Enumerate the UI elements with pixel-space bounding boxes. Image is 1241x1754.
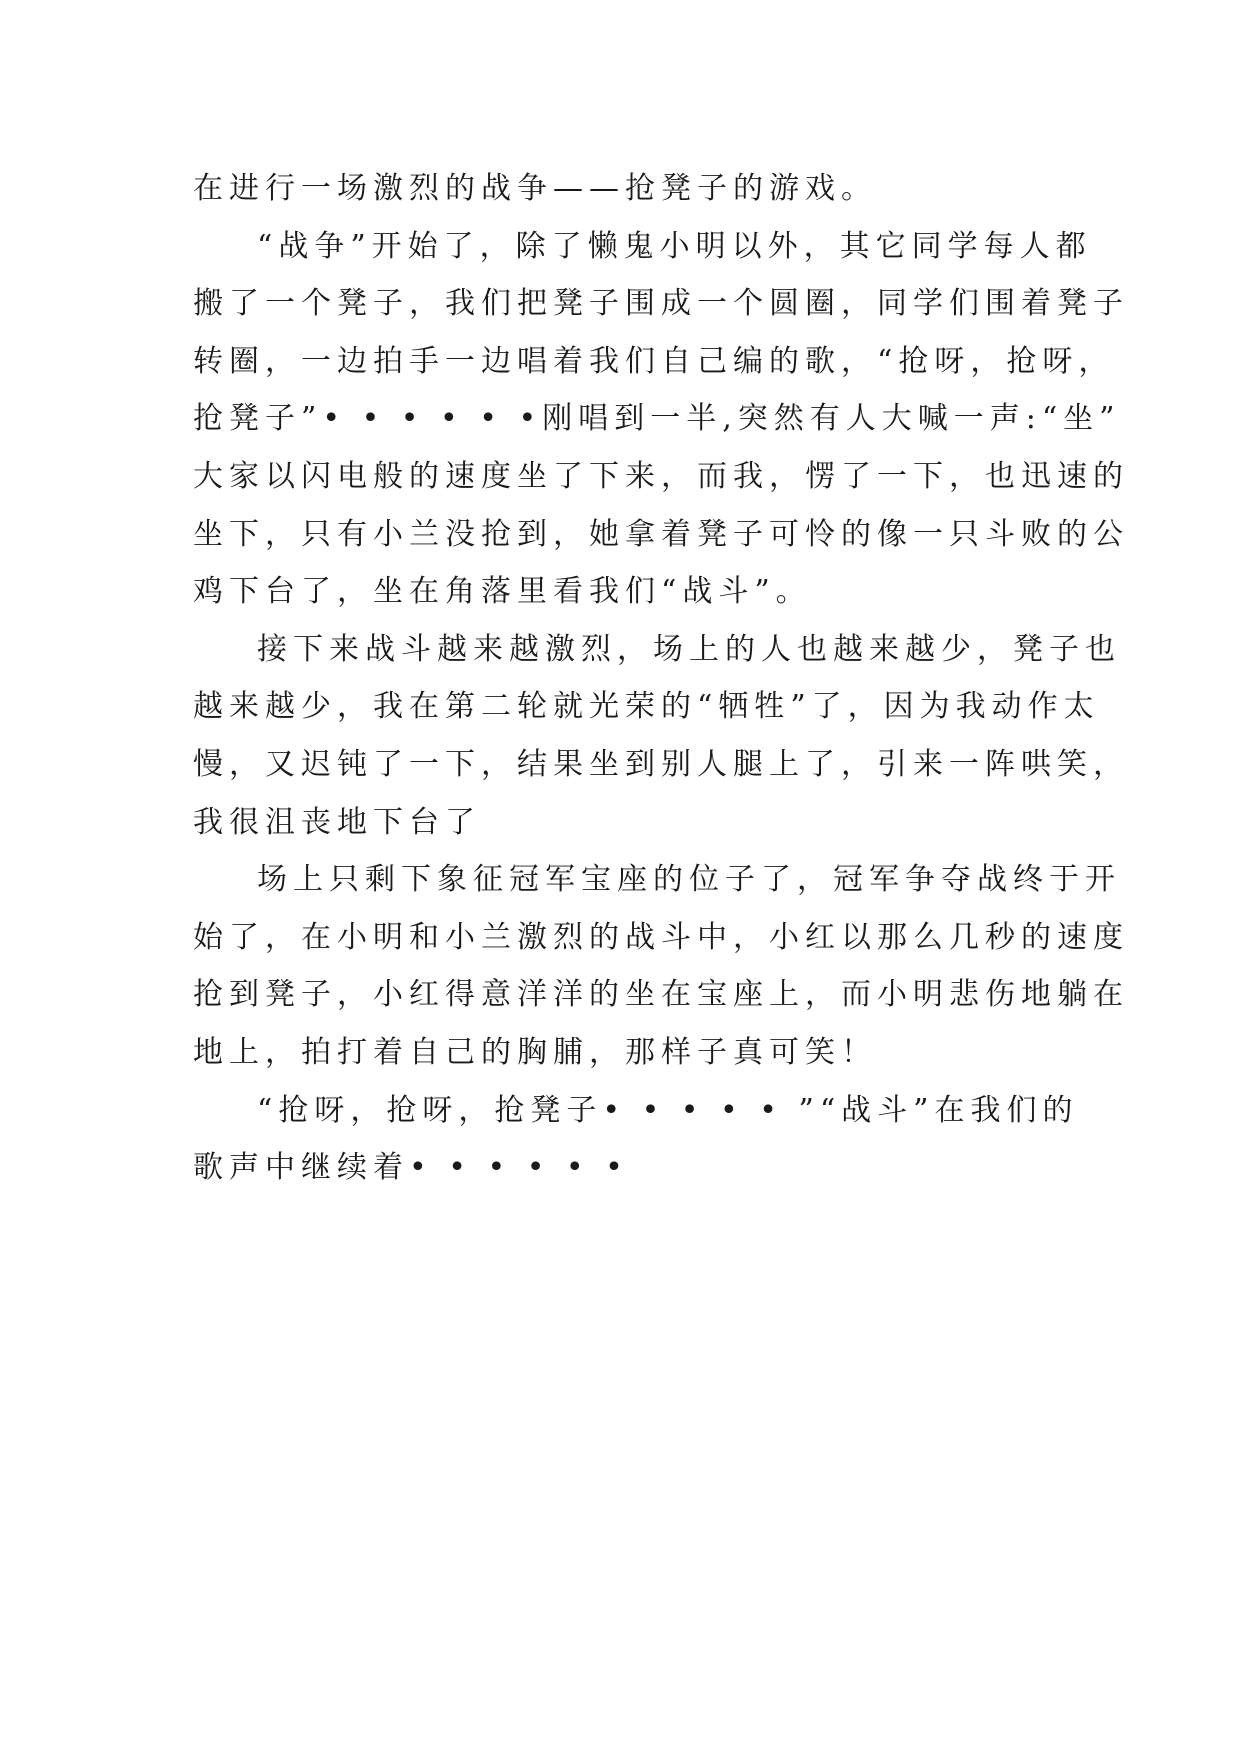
text-line: 坐下，只有小兰没抢到，她拿着凳子可怜的像一只斗败的公 <box>193 516 1129 552</box>
text-line: 转圈，一边拍手一边唱着我们自己编的歌，“抢呀，抢呀， <box>193 343 1115 379</box>
paragraph-start-line: 场上只剩下象征冠军宝座的位子了，冠军争夺战终于开 <box>257 862 1121 898</box>
text-line: 始了，在小明和小兰激烈的战斗中，小红以那么几秒的速度 <box>193 919 1129 955</box>
text-line: 越来越少，我在第二轮就光荣的“牺牲”了，因为我动作太 <box>193 689 1100 725</box>
text-line: 我很沮丧地下台了 <box>193 804 481 840</box>
text-line: 大家以闪电般的速度坐了下来，而我，愣了一下，也迅速的 <box>193 458 1129 494</box>
text-line: 搬了一个凳子，我们把凳子围成一个圆圈，同学们围着凳子 <box>193 286 1129 322</box>
paragraph-start-line: “抢呀，抢呀，抢凳子• • • • • ”“战斗”在我们的 <box>257 1092 1079 1128</box>
paragraph-start-line: “战争”开始了，除了懒鬼小明以外，其它同学每人都 <box>257 228 1092 264</box>
text-line: 抢凳子”• • • • • •刚唱到一半,突然有人大喊一声:“坐” <box>193 401 1121 437</box>
text-line: 在进行一场激烈的战争——抢凳子的游戏。 <box>193 171 877 206</box>
text-line: 慢，又迟钝了一下，结果坐到别人腿上了，引来一阵哄笑， <box>193 746 1129 782</box>
text-line: 地上，拍打着自己的胸脯，那样子真可笑！ <box>193 1034 877 1070</box>
paragraph-start-line: 接下来战斗越来越激烈，场上的人也越来越少，凳子也 <box>257 631 1121 667</box>
essay-body <box>193 160 1129 1197</box>
text-line: 歌声中继续着• • • • • • <box>193 1150 629 1186</box>
text-line: 鸡下台了，坐在角落里看我们“战斗”。 <box>193 574 812 610</box>
text-line: 抢到凳子，小红得意洋洋的坐在宝座上，而小明悲伤地躺在 <box>193 977 1129 1013</box>
